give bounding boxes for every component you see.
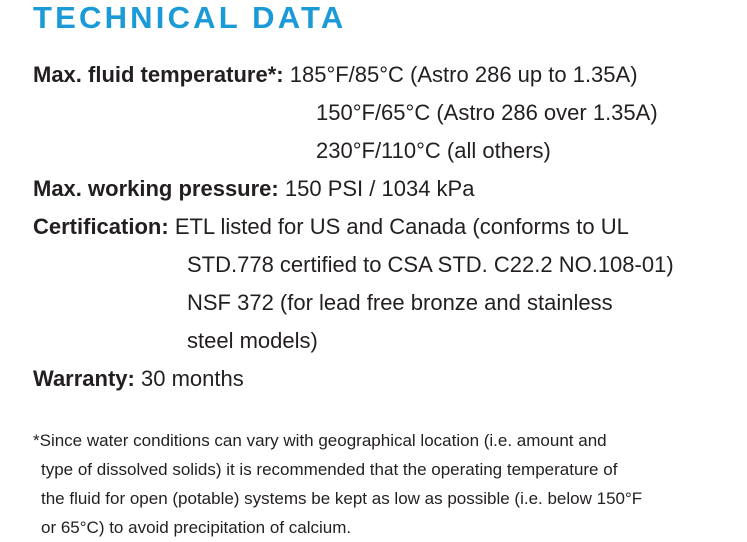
footnote-line-2: type of dissolved solids) it is recommended that the operating temperature of (41, 460, 618, 479)
certification-value-4: steel models) (187, 328, 318, 353)
certification-row (33, 214, 629, 240)
temperature-row (33, 62, 638, 88)
temperature-value-1: 185°F/85°C (Astro 286 up to 1.35A) (289, 62, 638, 87)
certification-label: Certification: (33, 214, 169, 239)
pressure-value: 150 PSI / 1034 kPa (284, 176, 475, 201)
warranty-row (33, 366, 244, 392)
certification-value-2: STD.778 certified to CSA STD. C22.2 NO.108-01) (187, 252, 674, 277)
certification-value-1: ETL listed for US and Canada (conforms to UL (174, 214, 629, 239)
footnote-line-4: or 65°C) to avoid precipitation of calcium. (41, 518, 352, 537)
footnote-line-3: the fluid for open (potable) systems be kept as low as possible (i.e. below 150°F (41, 489, 643, 508)
temperature-value-3: 230°F/110°C (all others) (316, 138, 551, 163)
warranty-value: 30 months (141, 366, 244, 391)
certification-value-3: NSF 372 (for lead free bronze and stainless (187, 290, 613, 315)
footnote-line-1: *Since water conditions can vary with geographical location (i.e. amount and (33, 431, 607, 450)
footnote (33, 426, 723, 542)
pressure-row (33, 176, 474, 202)
pressure-label: Max. working pressure: (33, 176, 279, 201)
section-title: TECHNICAL DATA (33, 0, 347, 35)
temperature-value-2: 150°F/65°C (Astro 286 over 1.35A) (316, 100, 658, 125)
temperature-label: Max. fluid temperature*: (33, 62, 284, 87)
warranty-label: Warranty: (33, 366, 135, 391)
